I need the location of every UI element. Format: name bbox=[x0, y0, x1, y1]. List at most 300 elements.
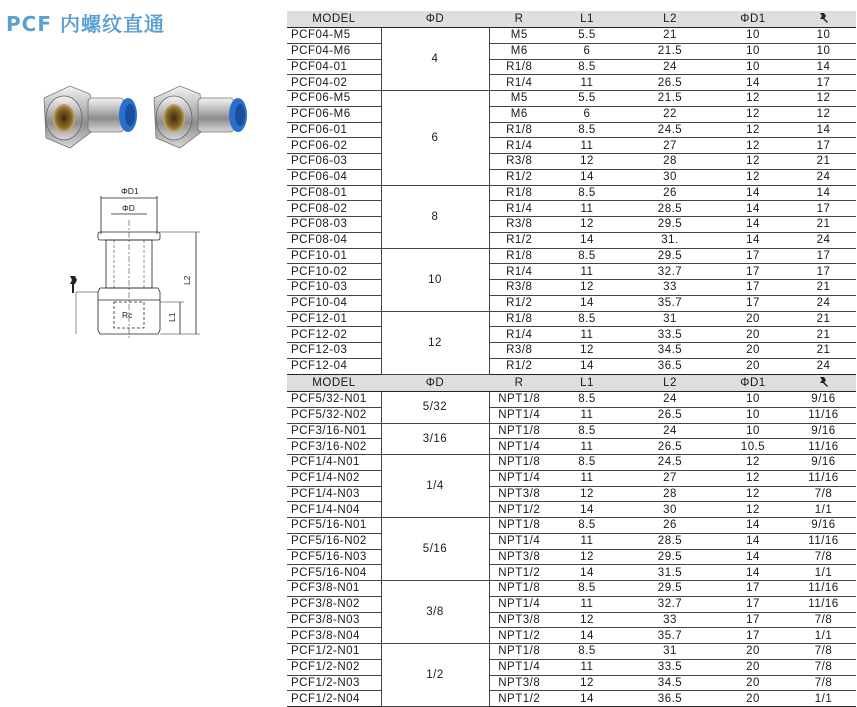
cell-l1: 11 bbox=[549, 439, 625, 455]
cell-l2: 31 bbox=[625, 311, 715, 327]
cell-l2: 29.5 bbox=[625, 549, 715, 565]
table-row bbox=[287, 185, 856, 201]
table-row bbox=[287, 343, 856, 359]
col-r: R bbox=[489, 375, 549, 392]
cell-od1: 20 bbox=[715, 659, 791, 675]
cell-l1: 8.5 bbox=[549, 311, 625, 327]
cell-l2: 28 bbox=[625, 154, 715, 170]
cell-od1: 14 bbox=[715, 201, 791, 217]
cell-l1: 11 bbox=[549, 596, 625, 612]
cell-od1: 10 bbox=[715, 43, 791, 59]
table-row bbox=[287, 675, 856, 691]
cell-l2: 26.5 bbox=[625, 75, 715, 91]
col-od1: ΦD1 bbox=[715, 11, 791, 28]
cell-l1: 11 bbox=[549, 138, 625, 154]
cell-l1: 14 bbox=[549, 691, 625, 707]
cell-model: PCF04-02 bbox=[287, 75, 381, 91]
cell-model: PCF3/16-N01 bbox=[287, 423, 381, 439]
cell-l1: 8.5 bbox=[549, 518, 625, 534]
table-row bbox=[287, 659, 856, 675]
cell-model: PCF1/2-N01 bbox=[287, 644, 381, 660]
cell-l1: 14 bbox=[549, 628, 625, 644]
cell-l1: 6 bbox=[549, 43, 625, 59]
col-model: MODEL bbox=[287, 375, 381, 392]
cell-wrench-size: 24 bbox=[791, 169, 856, 185]
cell-wrench-size: 21 bbox=[791, 343, 856, 359]
cell-r: NPT3/8 bbox=[489, 549, 549, 565]
cell-r: M6 bbox=[489, 106, 549, 122]
label-l1: L1 bbox=[167, 312, 177, 322]
table-row bbox=[287, 612, 856, 628]
cell-l2: 35.7 bbox=[625, 295, 715, 311]
cell-wrench-size: 7/8 bbox=[791, 486, 856, 502]
cell-r: M5 bbox=[489, 91, 549, 107]
cell-l1: 5.5 bbox=[549, 91, 625, 107]
cell-l1: 14 bbox=[549, 232, 625, 248]
cell-l2: 31.5 bbox=[625, 565, 715, 581]
cell-r: NPT3/8 bbox=[489, 675, 549, 691]
cell-l2: 26.5 bbox=[625, 407, 715, 423]
cell-model: PCF3/16-N02 bbox=[287, 439, 381, 455]
cell-l1: 8.5 bbox=[549, 455, 625, 471]
table-row bbox=[287, 327, 856, 343]
cell-model: PCF1/4-N04 bbox=[287, 502, 381, 518]
cell-r: NPT3/8 bbox=[489, 486, 549, 502]
cell-model: PCF08-01 bbox=[287, 185, 381, 201]
cell-wrench-size: 14 bbox=[791, 185, 856, 201]
cell-model: PCF1/4-N03 bbox=[287, 486, 381, 502]
col-l1: L1 bbox=[549, 375, 625, 392]
table-row bbox=[287, 502, 856, 518]
cell-r: NPT1/4 bbox=[489, 533, 549, 549]
table-row bbox=[287, 43, 856, 59]
label-l2: L2 bbox=[182, 275, 192, 285]
wrench-icon bbox=[818, 11, 830, 23]
cell-l2: 36.5 bbox=[625, 691, 715, 707]
cell-wrench-size: 17 bbox=[791, 75, 856, 91]
cell-l2: 21.5 bbox=[625, 91, 715, 107]
cell-l2: 33.5 bbox=[625, 659, 715, 675]
cell-l2: 36.5 bbox=[625, 358, 715, 374]
cell-wrench-size: 21 bbox=[791, 154, 856, 170]
cell-r: NPT1/8 bbox=[489, 392, 549, 408]
cell-wrench-size: 14 bbox=[791, 59, 856, 75]
table-row bbox=[287, 565, 856, 581]
cell-model: PCF08-02 bbox=[287, 201, 381, 217]
cell-r: R1/2 bbox=[489, 295, 549, 311]
cell-od1: 14 bbox=[715, 185, 791, 201]
cell-l1: 11 bbox=[549, 75, 625, 91]
table-row bbox=[287, 295, 856, 311]
col-od1: ΦD1 bbox=[715, 375, 791, 392]
cell-od1: 12 bbox=[715, 122, 791, 138]
cell-od1: 20 bbox=[715, 358, 791, 374]
cell-r: NPT1/4 bbox=[489, 439, 549, 455]
cell-l1: 11 bbox=[549, 659, 625, 675]
cell-wrench-size: 9/16 bbox=[791, 518, 856, 534]
table-row bbox=[287, 581, 856, 597]
cell-od: 5/16 bbox=[381, 518, 489, 581]
cell-model: PCF12-02 bbox=[287, 327, 381, 343]
cell-l1: 8.5 bbox=[549, 581, 625, 597]
table-row bbox=[287, 122, 856, 138]
cell-wrench-size: 12 bbox=[791, 106, 856, 122]
cell-od: 5/32 bbox=[381, 392, 489, 424]
col-l2: L2 bbox=[625, 11, 715, 28]
col-wrench bbox=[791, 375, 856, 392]
cell-r: NPT1/2 bbox=[489, 691, 549, 707]
cell-l2: 24.5 bbox=[625, 122, 715, 138]
cell-r: R1/2 bbox=[489, 232, 549, 248]
cell-model: PCF3/8-N04 bbox=[287, 628, 381, 644]
cell-model: PCF12-04 bbox=[287, 358, 381, 374]
cell-model: PCF10-01 bbox=[287, 248, 381, 264]
table-row bbox=[287, 392, 856, 408]
cell-l1: 12 bbox=[549, 343, 625, 359]
cell-r: R3/8 bbox=[489, 343, 549, 359]
cell-wrench-size: 7/8 bbox=[791, 549, 856, 565]
cell-wrench-size: 12 bbox=[791, 91, 856, 107]
cell-model: PCF06-01 bbox=[287, 122, 381, 138]
label-d: ΦD bbox=[122, 203, 135, 213]
col-r: R bbox=[489, 11, 549, 28]
table-row bbox=[287, 28, 856, 44]
cell-l1: 14 bbox=[549, 565, 625, 581]
cell-model: PCF10-02 bbox=[287, 264, 381, 280]
cell-l1: 6 bbox=[549, 106, 625, 122]
cell-wrench-size: 7/8 bbox=[791, 659, 856, 675]
cell-l2: 26 bbox=[625, 185, 715, 201]
cell-model: PCF3/8-N02 bbox=[287, 596, 381, 612]
cell-od1: 20 bbox=[715, 675, 791, 691]
cell-od1: 12 bbox=[715, 486, 791, 502]
cell-l2: 27 bbox=[625, 470, 715, 486]
cell-l2: 29.5 bbox=[625, 581, 715, 597]
table-row bbox=[287, 91, 856, 107]
cell-model: PCF1/2-N03 bbox=[287, 675, 381, 691]
cell-l2: 22 bbox=[625, 106, 715, 122]
product-photo bbox=[30, 68, 260, 168]
cell-r: R3/8 bbox=[489, 280, 549, 296]
cell-model: PCF04-01 bbox=[287, 59, 381, 75]
table-row bbox=[287, 518, 856, 534]
cell-od: 1/4 bbox=[381, 455, 489, 518]
spec-table-metric bbox=[287, 11, 856, 375]
cell-model: PCF06-04 bbox=[287, 169, 381, 185]
cell-l2: 33 bbox=[625, 612, 715, 628]
cell-l2: 31. bbox=[625, 232, 715, 248]
cell-r: M6 bbox=[489, 43, 549, 59]
table-row bbox=[287, 533, 856, 549]
cell-l2: 21 bbox=[625, 28, 715, 44]
table-row bbox=[287, 549, 856, 565]
cell-r: R1/4 bbox=[489, 201, 549, 217]
cell-l1: 14 bbox=[549, 295, 625, 311]
cell-l2: 26.5 bbox=[625, 439, 715, 455]
cell-od: 3/16 bbox=[381, 423, 489, 455]
table-row bbox=[287, 280, 856, 296]
cell-r: R1/2 bbox=[489, 358, 549, 374]
table-row bbox=[287, 439, 856, 455]
cell-l1: 8.5 bbox=[549, 423, 625, 439]
technical-drawing bbox=[40, 180, 240, 340]
cell-model: PCF06-02 bbox=[287, 138, 381, 154]
cell-wrench-size: 1/1 bbox=[791, 691, 856, 707]
cell-l2: 26 bbox=[625, 518, 715, 534]
cell-od1: 12 bbox=[715, 138, 791, 154]
cell-l2: 28 bbox=[625, 486, 715, 502]
cell-wrench-size: 11/16 bbox=[791, 596, 856, 612]
cell-l2: 29.5 bbox=[625, 217, 715, 233]
cell-r: NPT1/8 bbox=[489, 518, 549, 534]
cell-od1: 10 bbox=[715, 28, 791, 44]
cell-od1: 17 bbox=[715, 581, 791, 597]
cell-l2: 32.7 bbox=[625, 596, 715, 612]
cell-od: 1/2 bbox=[381, 644, 489, 707]
cell-l1: 8.5 bbox=[549, 644, 625, 660]
cell-model: PCF1/4-N01 bbox=[287, 455, 381, 471]
cell-wrench-size: 11/16 bbox=[791, 470, 856, 486]
cell-od1: 10 bbox=[715, 407, 791, 423]
cell-wrench-size: 21 bbox=[791, 280, 856, 296]
cell-l2: 24 bbox=[625, 423, 715, 439]
table-row bbox=[287, 201, 856, 217]
wrench-icon bbox=[70, 276, 77, 293]
cell-model: PCF08-04 bbox=[287, 232, 381, 248]
cell-l2: 29.5 bbox=[625, 248, 715, 264]
table-row bbox=[287, 407, 856, 423]
cell-od: 10 bbox=[381, 248, 489, 311]
cell-l1: 12 bbox=[549, 217, 625, 233]
cell-r: NPT1/8 bbox=[489, 581, 549, 597]
cell-od1: 12 bbox=[715, 470, 791, 486]
cell-model: PCF06-03 bbox=[287, 154, 381, 170]
cell-r: R1/8 bbox=[489, 185, 549, 201]
table-row bbox=[287, 486, 856, 502]
cell-wrench-size: 17 bbox=[791, 248, 856, 264]
cell-model: PCF5/16-N04 bbox=[287, 565, 381, 581]
cell-od1: 14 bbox=[715, 549, 791, 565]
cell-model: PCF08-03 bbox=[287, 217, 381, 233]
cell-od1: 17 bbox=[715, 248, 791, 264]
cell-od1: 20 bbox=[715, 311, 791, 327]
cell-l2: 24.5 bbox=[625, 455, 715, 471]
cell-r: R3/8 bbox=[489, 154, 549, 170]
cell-model: PCF04-M6 bbox=[287, 43, 381, 59]
cell-model: PCF5/16-N03 bbox=[287, 549, 381, 565]
col-model: MODEL bbox=[287, 11, 381, 28]
cell-od: 6 bbox=[381, 91, 489, 186]
cell-od1: 12 bbox=[715, 455, 791, 471]
cell-od1: 20 bbox=[715, 691, 791, 707]
cell-r: NPT3/8 bbox=[489, 612, 549, 628]
cell-model: PCF1/2-N04 bbox=[287, 691, 381, 707]
cell-wrench-size: 7/8 bbox=[791, 675, 856, 691]
cell-od1: 14 bbox=[715, 75, 791, 91]
cell-l1: 12 bbox=[549, 280, 625, 296]
cell-r: R1/8 bbox=[489, 59, 549, 75]
table-row bbox=[287, 106, 856, 122]
cell-wrench-size: 24 bbox=[791, 358, 856, 374]
cell-od1: 10 bbox=[715, 392, 791, 408]
table-row bbox=[287, 264, 856, 280]
cell-r: NPT1/4 bbox=[489, 659, 549, 675]
fitting-right bbox=[154, 86, 247, 148]
table-row bbox=[287, 232, 856, 248]
cell-l1: 12 bbox=[549, 612, 625, 628]
cell-l1: 8.5 bbox=[549, 392, 625, 408]
cell-l1: 11 bbox=[549, 470, 625, 486]
fitting-left bbox=[44, 86, 137, 148]
cell-r: R1/4 bbox=[489, 138, 549, 154]
cell-l1: 8.5 bbox=[549, 248, 625, 264]
cell-model: PCF04-M5 bbox=[287, 28, 381, 44]
cell-r: R1/8 bbox=[489, 311, 549, 327]
cell-l1: 12 bbox=[549, 675, 625, 691]
cell-l2: 31 bbox=[625, 644, 715, 660]
cell-r: NPT1/4 bbox=[489, 407, 549, 423]
cell-l2: 30 bbox=[625, 169, 715, 185]
cell-l2: 24 bbox=[625, 392, 715, 408]
cell-od1: 10 bbox=[715, 59, 791, 75]
cell-r: R3/8 bbox=[489, 217, 549, 233]
cell-wrench-size: 9/16 bbox=[791, 455, 856, 471]
cell-od1: 12 bbox=[715, 106, 791, 122]
cell-model: PCF06-M5 bbox=[287, 91, 381, 107]
cell-wrench-size: 17 bbox=[791, 138, 856, 154]
cell-l1: 11 bbox=[549, 264, 625, 280]
cell-l1: 8.5 bbox=[549, 185, 625, 201]
cell-wrench-size: 21 bbox=[791, 311, 856, 327]
table-row bbox=[287, 154, 856, 170]
cell-l2: 34.5 bbox=[625, 343, 715, 359]
cell-r: R1/8 bbox=[489, 122, 549, 138]
cell-od1: 12 bbox=[715, 91, 791, 107]
cell-model: PCF3/8-N01 bbox=[287, 581, 381, 597]
cell-od1: 12 bbox=[715, 169, 791, 185]
cell-l1: 11 bbox=[549, 201, 625, 217]
cell-od1: 14 bbox=[715, 518, 791, 534]
cell-model: PCF12-01 bbox=[287, 311, 381, 327]
cell-od1: 20 bbox=[715, 327, 791, 343]
cell-l1: 12 bbox=[549, 154, 625, 170]
cell-wrench-size: 10 bbox=[791, 43, 856, 59]
table-row bbox=[287, 59, 856, 75]
cell-l2: 34.5 bbox=[625, 675, 715, 691]
cell-l2: 21.5 bbox=[625, 43, 715, 59]
cell-wrench-size: 9/16 bbox=[791, 392, 856, 408]
cell-wrench-size: 10 bbox=[791, 28, 856, 44]
cell-r: R1/8 bbox=[489, 248, 549, 264]
table-row bbox=[287, 217, 856, 233]
col-od: ΦD bbox=[381, 11, 489, 28]
col-l2: L2 bbox=[625, 375, 715, 392]
cell-wrench-size: 11/16 bbox=[791, 533, 856, 549]
cell-od1: 12 bbox=[715, 502, 791, 518]
table-row bbox=[287, 311, 856, 327]
cell-r: R1/4 bbox=[489, 264, 549, 280]
cell-wrench-size: 11/16 bbox=[791, 581, 856, 597]
cell-l1: 11 bbox=[549, 407, 625, 423]
cell-od1: 10 bbox=[715, 423, 791, 439]
cell-wrench-size: 21 bbox=[791, 217, 856, 233]
table-row bbox=[287, 596, 856, 612]
cell-r: R1/4 bbox=[489, 327, 549, 343]
cell-wrench-size: 7/8 bbox=[791, 612, 856, 628]
cell-r: R1/4 bbox=[489, 75, 549, 91]
cell-wrench-size: 7/8 bbox=[791, 644, 856, 660]
cell-l1: 14 bbox=[549, 502, 625, 518]
cell-wrench-size: 11/16 bbox=[791, 439, 856, 455]
table-row bbox=[287, 644, 856, 660]
cell-od1: 12 bbox=[715, 154, 791, 170]
cell-r: R1/2 bbox=[489, 169, 549, 185]
page-title: PCF 内螺纹直通 bbox=[6, 12, 165, 36]
cell-model: PCF3/8-N03 bbox=[287, 612, 381, 628]
table-row bbox=[287, 248, 856, 264]
cell-od1: 14 bbox=[715, 533, 791, 549]
cell-r: NPT1/8 bbox=[489, 423, 549, 439]
cell-model: PCF12-03 bbox=[287, 343, 381, 359]
cell-l2: 33 bbox=[625, 280, 715, 296]
cell-od1: 20 bbox=[715, 644, 791, 660]
cell-od1: 14 bbox=[715, 217, 791, 233]
cell-od1: 17 bbox=[715, 612, 791, 628]
cell-model: PCF10-03 bbox=[287, 280, 381, 296]
cell-od1: 10.5 bbox=[715, 439, 791, 455]
col-l1: L1 bbox=[549, 11, 625, 28]
cell-od1: 17 bbox=[715, 596, 791, 612]
table-row bbox=[287, 358, 856, 374]
cell-wrench-size: 9/16 bbox=[791, 423, 856, 439]
cell-od: 8 bbox=[381, 185, 489, 248]
cell-wrench-size: 24 bbox=[791, 295, 856, 311]
cell-l2: 28.5 bbox=[625, 201, 715, 217]
cell-od: 12 bbox=[381, 311, 489, 374]
cell-od: 4 bbox=[381, 28, 489, 91]
cell-r: NPT1/2 bbox=[489, 565, 549, 581]
cell-l2: 27 bbox=[625, 138, 715, 154]
cell-l1: 14 bbox=[549, 358, 625, 374]
cell-model: PCF5/16-N02 bbox=[287, 533, 381, 549]
cell-r: NPT1/2 bbox=[489, 628, 549, 644]
cell-r: M5 bbox=[489, 28, 549, 44]
cell-od1: 14 bbox=[715, 565, 791, 581]
col-wrench bbox=[791, 11, 856, 28]
cell-l1: 11 bbox=[549, 327, 625, 343]
cell-l1: 12 bbox=[549, 486, 625, 502]
cell-od1: 17 bbox=[715, 295, 791, 311]
cell-r: NPT1/8 bbox=[489, 455, 549, 471]
cell-wrench-size: 1/1 bbox=[791, 502, 856, 518]
cell-l1: 5.5 bbox=[549, 28, 625, 44]
cell-od1: 17 bbox=[715, 628, 791, 644]
cell-l2: 24 bbox=[625, 59, 715, 75]
table-row bbox=[287, 138, 856, 154]
cell-wrench-size: 21 bbox=[791, 327, 856, 343]
cell-od1: 14 bbox=[715, 232, 791, 248]
wrench-icon bbox=[818, 375, 830, 387]
cell-od1: 20 bbox=[715, 343, 791, 359]
cell-l2: 35.7 bbox=[625, 628, 715, 644]
table-row bbox=[287, 423, 856, 439]
table-row bbox=[287, 169, 856, 185]
label-d1: ΦD1 bbox=[121, 186, 139, 196]
cell-l2: 28.5 bbox=[625, 533, 715, 549]
cell-model: PCF1/2-N02 bbox=[287, 659, 381, 675]
cell-l2: 30 bbox=[625, 502, 715, 518]
cell-model: PCF1/4-N02 bbox=[287, 470, 381, 486]
